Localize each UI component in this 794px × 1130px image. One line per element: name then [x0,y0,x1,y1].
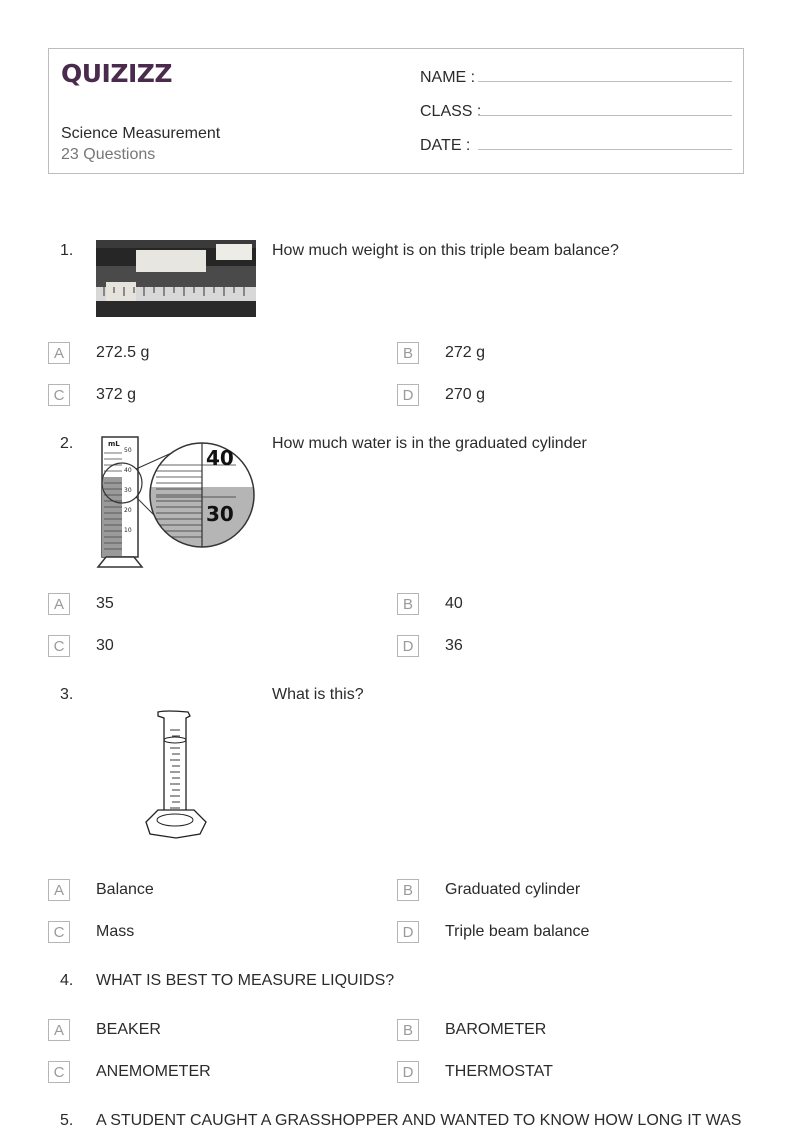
worksheet-title: Science Measurement [61,125,221,142]
question-number: 5. [60,1112,74,1129]
tick-10: 10 [124,527,132,534]
tick-20: 20 [124,507,132,514]
tick-30: 30 [124,487,132,494]
option-b-text: BAROMETER [445,1021,547,1038]
option-c-text: 30 [96,637,114,654]
question-text: What is this? [272,686,364,703]
zoom-label-top: 40 [206,446,234,470]
option-d-text: 36 [445,637,463,654]
option-b-box[interactable]: B [397,1019,419,1041]
name-label: NAME : [420,69,476,86]
tick-40: 40 [124,467,132,474]
question-number: 4. [60,972,74,989]
option-b-box[interactable]: B [397,342,419,364]
option-a-box[interactable]: A [48,1019,70,1041]
name-line [478,81,732,82]
tick-50: 50 [124,447,132,454]
class-line [478,115,732,116]
unit-label: mL [108,440,120,448]
option-b-box[interactable]: B [397,879,419,901]
worksheet-header [48,48,744,174]
option-d-box[interactable]: D [397,384,419,406]
option-a-text: 272.5 g [96,344,150,361]
triple-beam-balance-photo [96,240,256,317]
zoom-label-bottom: 30 [206,502,234,526]
option-d-box[interactable]: D [397,1061,419,1083]
option-c-text: 372 g [96,386,137,403]
option-b-text: 272 g [445,344,486,361]
option-d-text: Triple beam balance [445,923,590,940]
option-a-text: BEAKER [96,1021,161,1038]
option-a-box[interactable]: A [48,593,70,615]
question-text: WHAT IS BEST TO MEASURE LIQUIDS? [96,972,395,989]
class-field[interactable] [420,103,481,121]
question-text: A STUDENT CAUGHT A GRASSHOPPER AND WANTED TO KNOW HOW LONG IT WAS [96,1112,742,1129]
question-number: 1. [60,242,74,259]
option-d-text: 270 g [445,386,486,403]
name-field[interactable] [420,69,475,87]
option-c-box[interactable]: C [48,384,70,406]
option-b-text: 40 [445,595,463,612]
date-line [478,149,732,150]
question-text: How much weight is on this triple beam balance? [272,242,619,259]
class-label: CLASS : [420,103,482,120]
option-d-box[interactable]: D [397,635,419,657]
graduated-cylinder-zoom [96,433,256,569]
option-c-box[interactable]: C [48,921,70,943]
option-b-box[interactable]: B [397,593,419,615]
question-text: How much water is in the graduated cylinder [272,435,587,452]
option-a-box[interactable]: A [48,342,70,364]
option-a-text: 35 [96,595,114,612]
date-field[interactable] [420,137,470,155]
option-c-box[interactable]: C [48,1061,70,1083]
option-d-text: THERMOSTAT [445,1063,553,1080]
option-a-box[interactable]: A [48,879,70,901]
quizizz-logo: QUIZIZZ [61,59,173,88]
option-b-text: Graduated cylinder [445,881,581,898]
option-c-box[interactable]: C [48,635,70,657]
option-a-text: Balance [96,881,154,898]
graduated-cylinder-drawing [140,708,212,840]
date-label: DATE : [420,137,471,154]
option-c-text: ANEMOMETER [96,1063,211,1080]
option-d-box[interactable]: D [397,921,419,943]
option-c-text: Mass [96,923,135,940]
question-count: 23 Questions [61,146,156,163]
question-number: 3. [60,686,74,703]
question-number: 2. [60,435,74,452]
